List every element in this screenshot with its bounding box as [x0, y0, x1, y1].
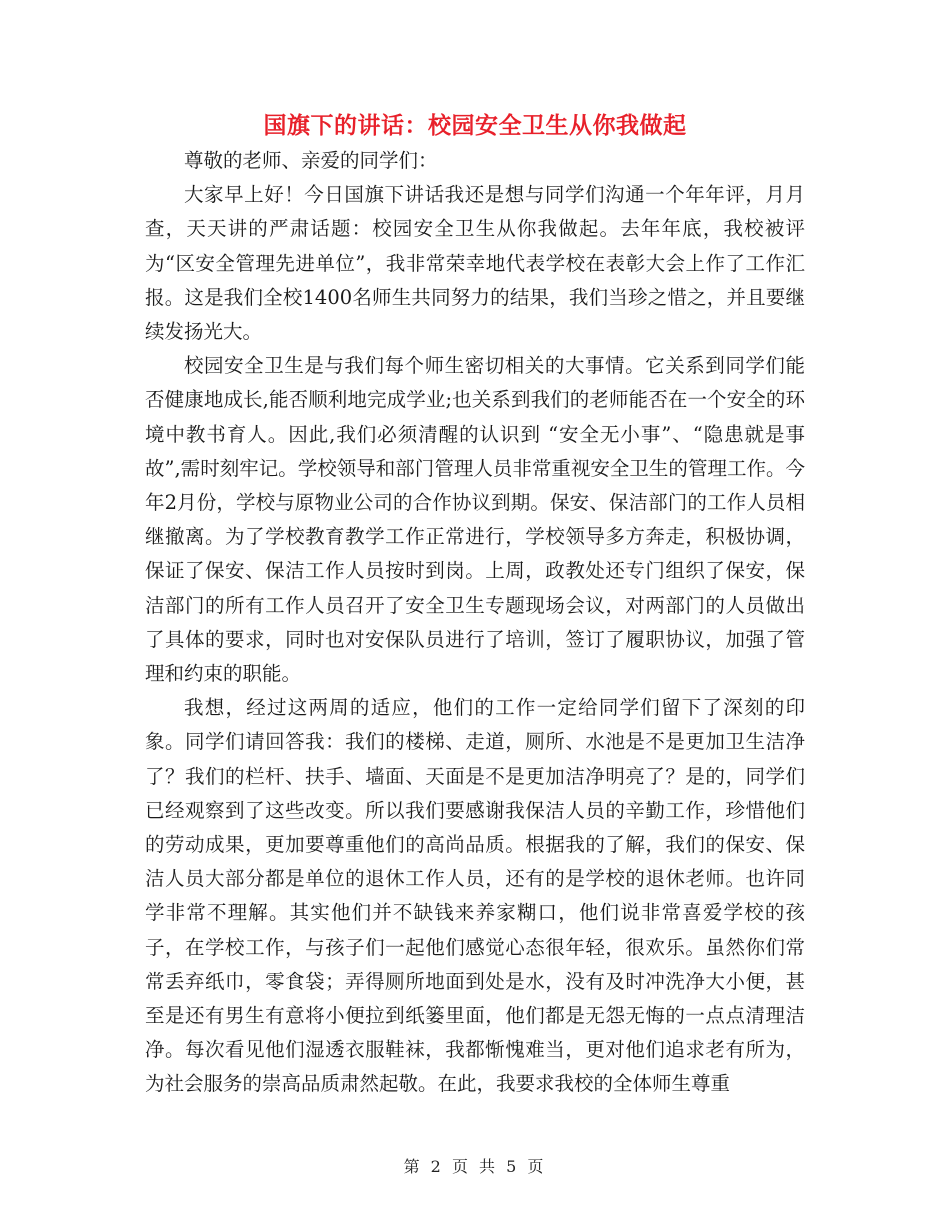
document-body [145, 144, 805, 1102]
document-title: 国旗下的讲话：校园安全卫生从你我做起 [263, 112, 687, 139]
paragraph-3: 我想，经过这两周的适应，他们的工作一定给同学们留下了深刻的印象。同学们请回答我：我们的楼梯、走道，厕所、水池是不是更加卫生洁净了？我们的栏杆、扶手、墙面、天面是不是更加洁净明亮了？是的，同学们已经观察到了这些改变。所以我们要感谢我保洁人员的辛勤工作，珍惜他们的劳动成果，更加要尊重他们的高尚品质。根据我的了解，我们的保安、保洁人员大部分都是单位的退休工作人员，还有的是学校的退休老师。也许同学非常不理解。其实他们并不缺钱来养家糊口，他们说非常喜爱学校的孩子，在学校工作，与孩子们一起他们感觉心态很年轻，很欢乐。虽然你们常常丢弃纸巾，零食袋；弄得厕所地面到处是水，没有及时冲洗净大小便，甚至是还有男生有意将小便拉到纸篓里面，他们都是无怨无悔的一点点清理洁净。每次看见他们湿透衣服鞋袜，我都惭愧难当，更对他们追求老有所为，为社会服务的崇高品质肃然起敬。在此，我要求我校的全体师生尊重 [145, 696, 805, 1096]
greeting: 尊敬的老师、亲爱的同学们： [184, 149, 438, 172]
paragraph-1: 大家早上好！今日国旗下讲话我还是想与同学们沟通一个年年评，月月查，天天讲的严肃话题：校园安全卫生从你我做起。去年年底，我校被评为“区安全管理先进单位”，我非常荣幸地代表学校在表彰大会上作了工作汇报。这是我们全校1400名师生共同努力的结果，我们当珍之惜之，并且要继续发扬光大。 [145, 183, 805, 344]
page-footer: 第 2 页 共 5 页 [403, 1157, 547, 1176]
paragraph-2: 校园安全卫生是与我们每个师生密切相关的大事情。它关系到同学们能否健康地成长,能否顺利地完成学业;也关系到我们的老师能否在一个安全的环境中教书育人。因此,我们必须清醒的认识到 “安全无小事”、“隐患就是事故”,需时刻牢记。学校领导和部门管理人员非常重视安全卫生的管理工作。今年2月份，学校与原物业公司的合作协议到期。保安、保洁部门的工作人员相继撤离。为了学校教育教学工作正常进行，学校领导多方奔走，积极协调，保证了保安、保洁工作人员按时到岗。上周，政教处还专门组织了保安，保洁部门的所有工作人员召开了安全卫生专题现场会议，对两部门的人员做出了具体的要求，同时也对安保队员进行了培训，签订了履职协议，加强了管理和约束的职能。 [145, 354, 805, 686]
